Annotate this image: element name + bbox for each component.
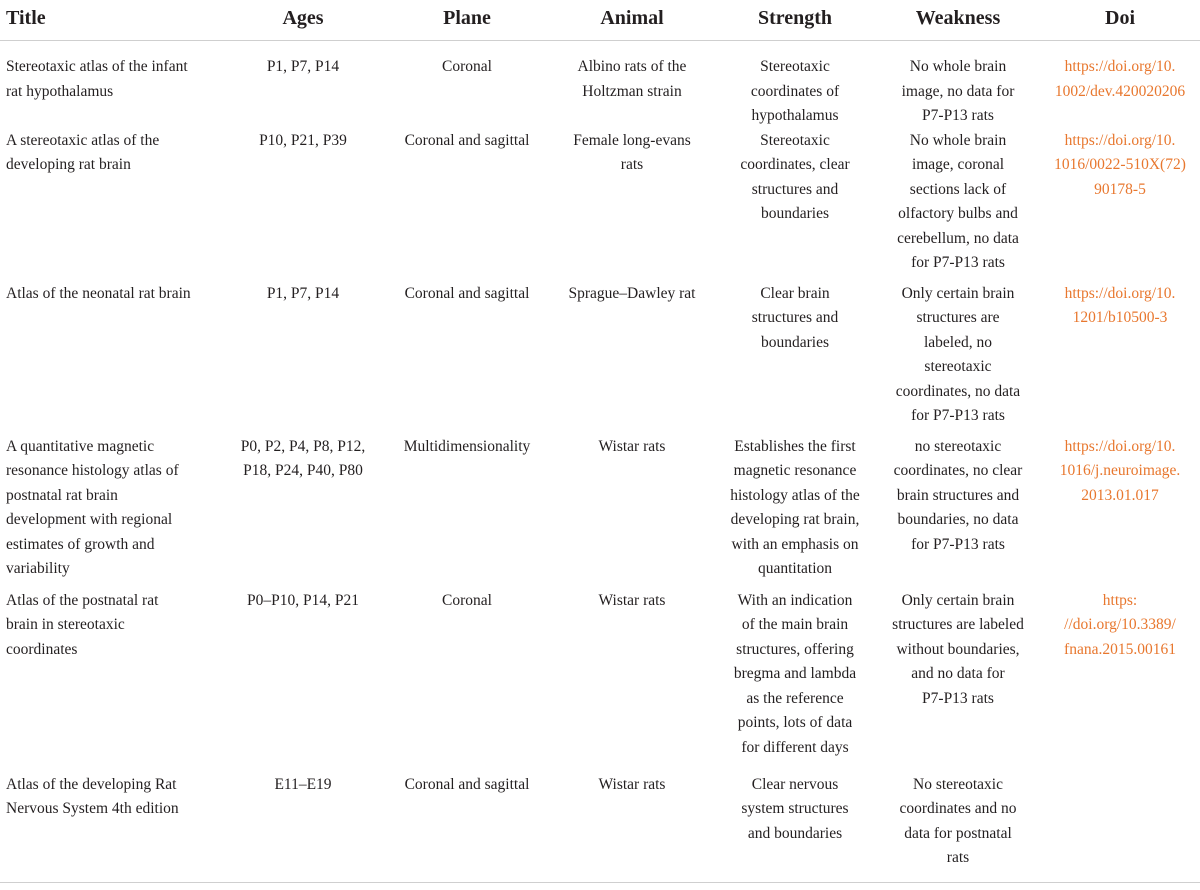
- cell-weakness-line: boundaries, no data: [897, 511, 1019, 528]
- header-weakness: Weakness: [876, 0, 1040, 41]
- cell-weakness-line: no stereotaxic: [914, 437, 1002, 455]
- cell-weakness-line: for P7-P13 rats: [911, 407, 1005, 424]
- cell-weakness-line: olfactory bulbs and: [898, 205, 1018, 222]
- cell-weakness: [876, 435, 1040, 589]
- cell-weakness-line: data for postnatal: [904, 824, 1012, 842]
- cell-animal: [550, 282, 714, 435]
- cell-strength-line: and boundaries: [747, 824, 843, 842]
- cell-animal-line: Female long-evans: [573, 131, 691, 149]
- doi-link-line[interactable]: https://doi.org/10.: [1064, 437, 1176, 455]
- header-animal: Animal: [550, 0, 714, 41]
- cell-title-line: variability: [6, 560, 70, 577]
- cell-ages: [222, 589, 384, 773]
- cell-strength-line: Clear brain: [760, 284, 830, 302]
- cell-title-line: Atlas of the neonatal rat brain: [6, 284, 191, 302]
- doi-link-line[interactable]: 90178-5: [1094, 180, 1146, 198]
- cell-weakness-line: structures are labeled: [892, 616, 1024, 633]
- cell-weakness-line: P7-P13 rats: [922, 107, 994, 124]
- cell-animal: [550, 435, 714, 589]
- cell-weakness: [876, 773, 1040, 877]
- cell-animal-line: Wistar rats: [598, 775, 666, 793]
- cell-animal-line: rats: [620, 156, 644, 173]
- cell-strength-line: Clear nervous: [751, 775, 839, 793]
- cell-plane: [384, 282, 550, 435]
- cell-strength: [714, 773, 876, 877]
- cell-title-line: estimates of growth and: [6, 535, 155, 553]
- cell-doi[interactable]: [1040, 41, 1200, 129]
- cell-ages: [222, 41, 384, 129]
- cell-ages-line: P1, P7, P14: [266, 284, 340, 302]
- cell-strength-line: structures and: [751, 309, 839, 326]
- doi-link-line[interactable]: 1016/j.neuroimage.: [1059, 462, 1181, 479]
- table-body: [0, 41, 1200, 877]
- cell-weakness-line: for P7-P13 rats: [911, 254, 1005, 271]
- cell-animal-line: Holtzman strain: [582, 82, 682, 100]
- cell-strength-line: points, lots of data: [737, 714, 853, 731]
- cell-weakness-line: No whole brain: [909, 58, 1007, 75]
- doi-link-line[interactable]: 2013.01.017: [1081, 486, 1159, 504]
- header-strength: Strength: [714, 0, 876, 41]
- cell-strength-line: as the reference: [746, 689, 844, 707]
- cell-animal-line: Sprague–Dawley rat: [568, 284, 696, 302]
- cell-title-line: A stereotaxic atlas of the: [6, 131, 160, 149]
- cell-plane: [384, 129, 550, 282]
- header-title: Title: [0, 0, 222, 41]
- cell-title: [0, 435, 222, 589]
- cell-strength: [714, 282, 876, 435]
- cell-title-line: resonance histology atlas of: [6, 462, 179, 479]
- cell-weakness-line: No whole brain: [909, 131, 1007, 149]
- cell-weakness-line: coordinates, no clear: [893, 462, 1023, 479]
- cell-ages-line: P0, P2, P4, P8, P12,: [240, 437, 366, 455]
- doi-link-line[interactable]: //doi.org/10.3389/: [1064, 616, 1176, 633]
- header-doi: Doi: [1040, 0, 1200, 41]
- cell-strength-line: of the main brain: [741, 616, 849, 633]
- cell-strength-line: boundaries: [760, 333, 829, 351]
- cell-ages: [222, 129, 384, 282]
- doi-link-line[interactable]: 1016/0022-510X(72): [1054, 156, 1186, 173]
- cell-strength-line: structures and: [751, 180, 839, 198]
- cell-ages-line: P18, P24, P40, P80: [243, 462, 363, 479]
- cell-weakness-line: coordinates and no: [899, 800, 1017, 817]
- cell-weakness-line: without boundaries,: [896, 640, 1020, 658]
- cell-title-line: coordinates: [6, 640, 78, 658]
- table-header: [0, 0, 1200, 41]
- cell-strength-line: quantitation: [757, 560, 833, 577]
- cell-strength-line: Stereotaxic: [760, 58, 830, 75]
- cell-strength-line: histology atlas of the: [730, 486, 860, 504]
- table-row: [0, 129, 1200, 282]
- cell-plane: [384, 773, 550, 877]
- doi-link-line[interactable]: 1201/b10500-3: [1072, 309, 1168, 326]
- cell-weakness-line: brain structures and: [896, 486, 1020, 504]
- cell-plane-line: Coronal and sagittal: [404, 284, 530, 302]
- cell-title-line: developing rat brain: [6, 156, 131, 173]
- cell-strength-line: Stereotaxic: [760, 131, 830, 149]
- table-bottom-rule: [0, 882, 1200, 883]
- cell-doi[interactable]: [1040, 129, 1200, 282]
- cell-title-line: A quantitative magnetic: [6, 437, 155, 455]
- cell-title-line: development with regional: [6, 511, 173, 528]
- cell-animal-line: Wistar rats: [598, 591, 666, 609]
- cell-plane: [384, 589, 550, 773]
- cell-weakness-line: image, no data for: [901, 82, 1015, 100]
- cell-weakness-line: structures are: [916, 309, 1000, 326]
- cell-weakness: [876, 41, 1040, 129]
- cell-ages-line: P0–P10, P14, P21: [247, 591, 359, 609]
- cell-title-line: postnatal rat brain: [6, 486, 118, 504]
- cell-weakness-line: No stereotaxic: [913, 775, 1003, 793]
- cell-strength-line: coordinates, clear: [740, 156, 850, 173]
- doi-link-line[interactable]: https://doi.org/10.: [1064, 131, 1176, 149]
- cell-strength: [714, 41, 876, 129]
- cell-weakness-line: P7-P13 rats: [922, 689, 994, 707]
- header-row: [0, 0, 1200, 41]
- cell-plane-line: Coronal and sagittal: [404, 775, 530, 793]
- cell-strength-line: bregma and lambda: [733, 665, 857, 682]
- cell-animal: [550, 129, 714, 282]
- cell-weakness-line: and no data for: [911, 665, 1005, 682]
- cell-strength-line: hypothalamus: [751, 107, 839, 124]
- cell-title-line: Nervous System 4th edition: [6, 800, 179, 817]
- cell-weakness: [876, 129, 1040, 282]
- cell-title: [0, 282, 222, 435]
- doi-link-line[interactable]: fnana.2015.00161: [1064, 640, 1176, 658]
- cell-title: [0, 41, 222, 129]
- cell-strength-line: boundaries: [760, 205, 829, 222]
- cell-strength-line: system structures: [741, 800, 849, 817]
- cell-weakness-line: image, coronal: [911, 156, 1005, 173]
- cell-title-line: brain in stereotaxic: [6, 616, 125, 633]
- cell-strength: [714, 129, 876, 282]
- cell-ages-line: E11–E19: [274, 775, 332, 793]
- cell-strength-line: magnetic resonance: [733, 462, 857, 479]
- doi-link-line[interactable]: 1002/dev.420020206: [1054, 82, 1186, 100]
- cell-plane-line: Coronal: [442, 591, 492, 609]
- cell-ages-line: P1, P7, P14: [266, 58, 340, 75]
- cell-weakness-line: Only certain brain: [901, 591, 1015, 609]
- table-row: [0, 773, 1200, 877]
- cell-doi[interactable]: [1040, 435, 1200, 589]
- cell-doi[interactable]: [1040, 282, 1200, 435]
- cell-animal: [550, 773, 714, 877]
- cell-animal-line: Wistar rats: [598, 437, 666, 455]
- cell-animal: [550, 41, 714, 129]
- cell-weakness-line: coordinates, no data: [895, 382, 1021, 400]
- cell-doi[interactable]: [1040, 589, 1200, 773]
- cell-title: [0, 129, 222, 282]
- cell-strength-line: With an indication: [737, 591, 853, 609]
- cell-title-line: Atlas of the developing Rat: [6, 775, 177, 793]
- cell-weakness-line: rats: [946, 849, 970, 866]
- table-row: [0, 435, 1200, 589]
- header-ages: Ages: [222, 0, 384, 41]
- cell-plane-line: Coronal and sagittal: [404, 131, 530, 149]
- cell-weakness-line: Only certain brain: [901, 284, 1015, 302]
- cell-weakness-line: cerebellum, no data: [897, 229, 1019, 247]
- cell-weakness-line: stereotaxic: [924, 358, 992, 375]
- cell-weakness-line: sections lack of: [909, 180, 1007, 198]
- cell-title-line: Atlas of the postnatal rat: [6, 591, 159, 609]
- cell-ages-line: P10, P21, P39: [259, 131, 347, 149]
- cell-weakness-line: for P7-P13 rats: [911, 535, 1005, 553]
- doi-link-line[interactable]: https:: [1102, 591, 1138, 609]
- cell-strength-line: developing rat brain,: [730, 511, 860, 528]
- cell-strength-line: coordinates of: [750, 82, 840, 100]
- table-row: [0, 589, 1200, 773]
- header-plane: Plane: [384, 0, 550, 41]
- cell-title-line: rat hypothalamus: [6, 82, 114, 100]
- cell-strength-line: Establishes the first: [734, 437, 856, 455]
- cell-strength-line: for different days: [741, 738, 849, 756]
- table-row: [0, 282, 1200, 435]
- cell-animal: [550, 589, 714, 773]
- cell-animal-line: Albino rats of the: [577, 58, 687, 75]
- doi-link-line[interactable]: https://doi.org/10.: [1064, 284, 1176, 302]
- cell-plane-line: Coronal: [442, 58, 492, 75]
- cell-plane-line: Multidimensionality: [403, 437, 531, 455]
- cell-strength-line: structures, offering: [736, 640, 854, 658]
- cell-doi: [1040, 773, 1200, 877]
- cell-weakness: [876, 589, 1040, 773]
- cell-plane: [384, 435, 550, 589]
- cell-title: [0, 589, 222, 773]
- doi-link-line[interactable]: https://doi.org/10.: [1064, 58, 1176, 75]
- cell-plane: [384, 41, 550, 129]
- cell-weakness: [876, 282, 1040, 435]
- cell-strength: [714, 435, 876, 589]
- cell-strength: [714, 589, 876, 773]
- table-row: [0, 41, 1200, 129]
- cell-ages: [222, 773, 384, 877]
- cell-ages: [222, 282, 384, 435]
- cell-strength-line: with an emphasis on: [731, 535, 859, 553]
- cell-weakness-line: labeled, no: [923, 333, 992, 351]
- cell-title: [0, 773, 222, 877]
- cell-title-line: Stereotaxic atlas of the infant: [6, 58, 188, 75]
- cell-ages: [222, 435, 384, 589]
